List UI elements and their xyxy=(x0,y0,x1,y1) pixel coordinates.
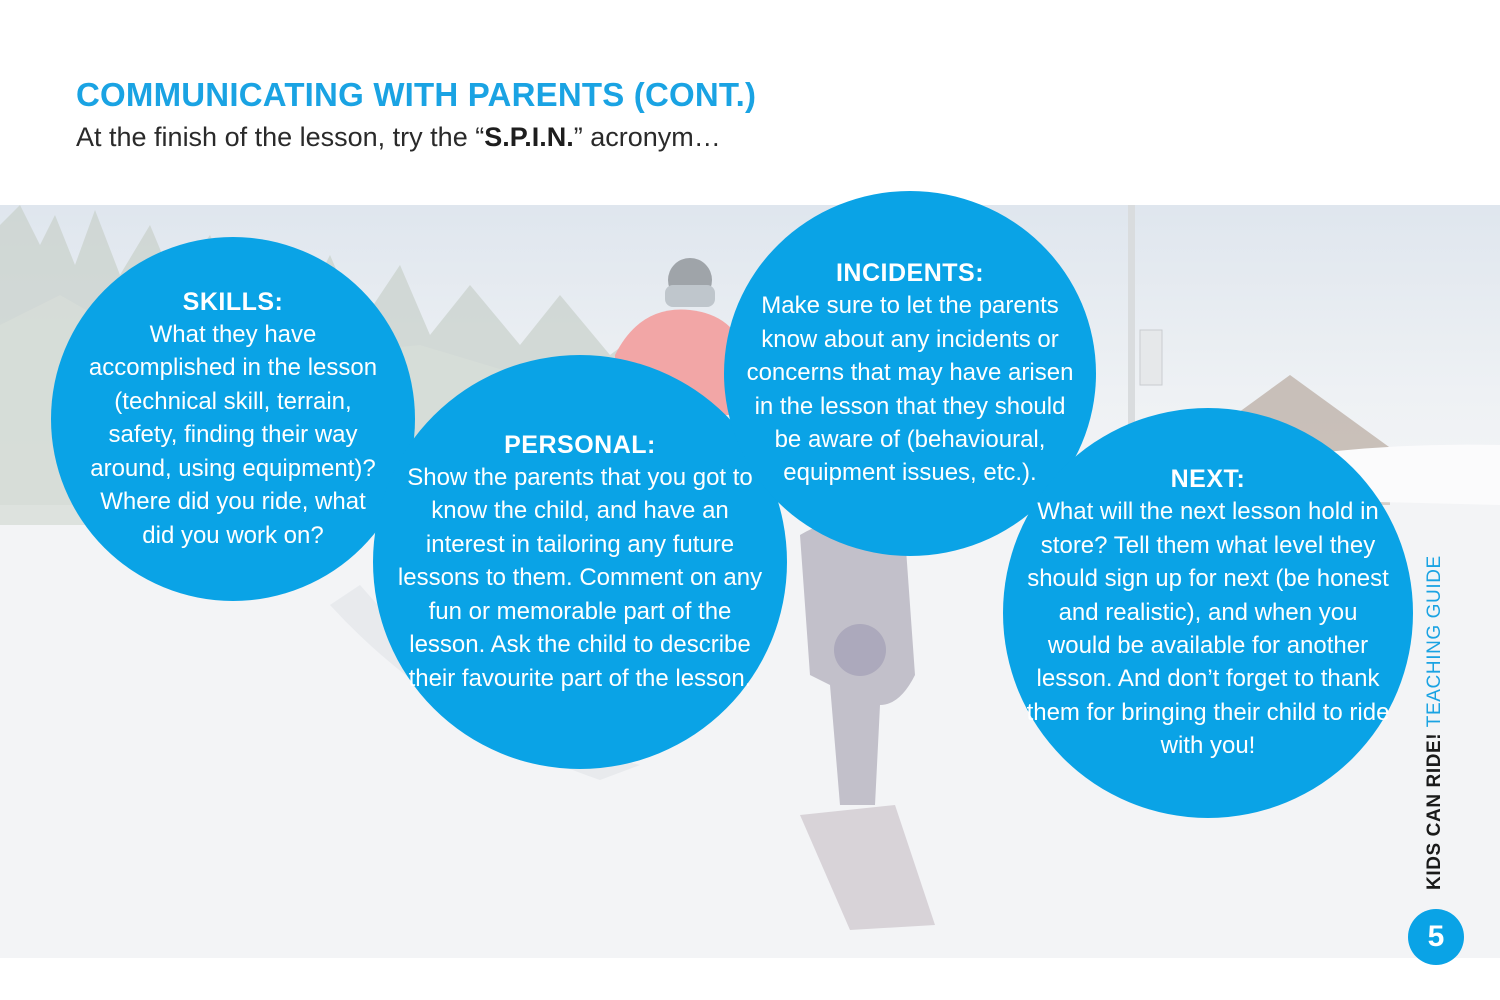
personal-bubble xyxy=(373,355,787,769)
brand-name: KIDS CAN RIDE! xyxy=(1424,732,1445,890)
instructor-goggles xyxy=(665,285,715,307)
incidents-text: Make sure to let the parents know about any incidents or concerns that may have arisen in the lesson that they should be aware of (behavioural, equipment issues, etc.). xyxy=(746,292,1074,487)
skills-text: What they have accomplished in the lesson (technical skill, terrain, safety, finding their way around, using equipment)? Where did you ride, what did you work on? xyxy=(88,321,378,549)
personal-heading: PERSONAL: xyxy=(504,431,656,460)
next-bubble xyxy=(1003,408,1413,818)
skills-heading: SKILLS: xyxy=(182,288,284,317)
side-label xyxy=(1424,555,1446,890)
lift-pole xyxy=(1128,205,1135,445)
incidents-heading: INCIDENTS: xyxy=(835,259,985,288)
child-mitten xyxy=(834,624,886,676)
guide-name: TEACHING GUIDE xyxy=(1424,555,1445,728)
subtitle-text-after: ” acronym… xyxy=(573,122,721,152)
page-number-badge xyxy=(1408,909,1464,965)
page-title: COMMUNICATING WITH PARENTS (CONT.) xyxy=(76,76,757,113)
subtitle-text-before: At the finish of the lesson, try the “ xyxy=(76,122,485,152)
next-text: What will the next lesson hold in store? Tell them what level they should sign up for next (be honest and realistic), and when you would be available for another lesson. And don’t forget to thank them for bringing their child to ride with you! xyxy=(1026,498,1390,760)
personal-text: Show the parents that you got to know the child, and have an interest in tailoring any future lessons to them. Comment on any fun or memorable part of the lesson. Ask the child to describe their favourite part of the lesson. xyxy=(397,464,763,692)
page-subtitle xyxy=(76,122,721,153)
skills-bubble xyxy=(51,237,415,601)
next-heading: NEXT: xyxy=(1170,465,1246,494)
pole-sign xyxy=(1140,330,1162,385)
page-number: 5 xyxy=(1427,920,1445,953)
subtitle-acronym: S.P.I.N. xyxy=(484,122,574,152)
